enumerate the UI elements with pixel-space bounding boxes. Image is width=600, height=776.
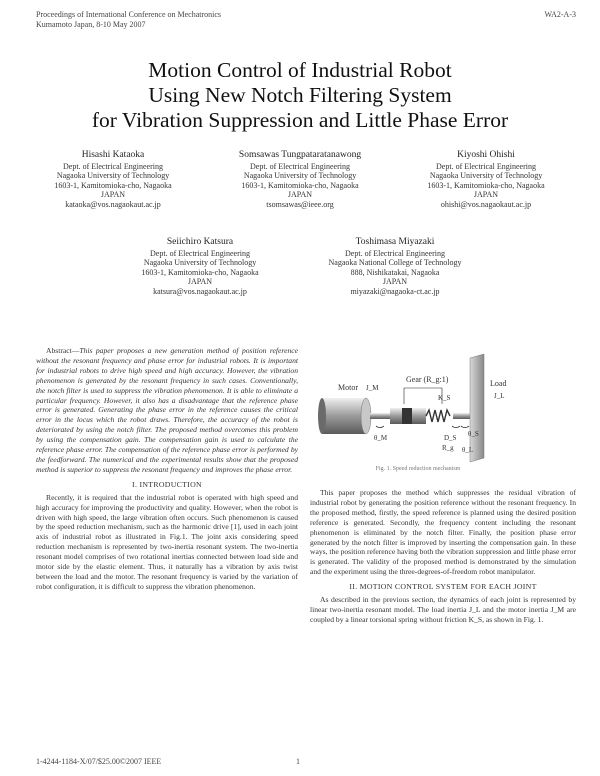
author-addr: 1603-1, Kamitomioka-cho, Nagaoka <box>141 267 259 277</box>
motor-body <box>322 398 366 434</box>
right-column <box>310 488 576 627</box>
spring-label: K_S <box>438 394 451 402</box>
section-2-heading: II. MOTION CONTROL SYSTEM FOR EACH JOINT <box>349 582 537 592</box>
author-email: miyazaki@nagaoka-ct.ac.jp <box>350 286 440 296</box>
author-email: tsomsawas@ieee.org <box>266 199 334 209</box>
author-inst: Nagaoka University of Technology <box>243 171 357 181</box>
load-inertia-label: J_L <box>494 392 505 400</box>
author-name: Hisashi Kataoka <box>81 150 145 160</box>
author-block-2 <box>214 151 386 210</box>
abstract <box>36 346 298 475</box>
author-country: JAPAN <box>382 277 408 287</box>
author-name: Somsawas Tungpataratanawong <box>238 150 362 160</box>
author-inst: Nagaoka University of Technology <box>143 258 257 268</box>
section-2-text: As described in the previous section, the dynamics of each joint is represented by linear two-inertia resonant model. The load inertia J_L and the motor inertia J_M are coupled by a linear torsional spring without friction K_S, as shown in Fig. 1. <box>310 595 576 624</box>
section-1-text: Recently, it is required that the industrial robot is operated with high speed and high accuracy for improving the productivity and quality. However, when the robot is driven with high speed, the large vibration often occurs. Such phenomenon is caused by the speed reduction mechanism, such as the harmonic drive [1], used in each joint axis of industrial robot as illustrated in Fig.1. The joint axis considering speed reduction mechanism is represented by two-inertia resonant system. The two-inertia resonant model comprises of two rotational inertias connected between load side and motor side by the elastic element. Thus, it naturally has a vibration by axis twist between the load and the motor. The resonant frequency is varied by the variation of robot configuration, it is difficult to suppress the vibration phenomenon. <box>36 492 298 591</box>
motor-label: Motor <box>338 383 358 392</box>
isbn-footer: 1-4244-1184-X/07/$25.00©2007 IEEE <box>36 757 162 766</box>
title-line-1: Motion Control of Industrial Robot <box>148 58 452 82</box>
author-inst: Nagaoka University of Technology <box>429 171 543 181</box>
author-country: JAPAN <box>473 190 499 200</box>
paper-id: WA2-A-3 <box>544 10 576 19</box>
author-block-1 <box>28 151 198 210</box>
author-country: JAPAN <box>287 190 313 200</box>
author-dept: Dept. of Electrical Engineering <box>250 161 350 171</box>
ratio-label: R_g <box>442 444 454 452</box>
author-email: katsura@vos.nagaokaut.ac.jp <box>153 286 247 296</box>
author-dept: Dept. of Electrical Engineering <box>436 161 536 171</box>
author-addr: 1603-1, Kamitomioka-cho, Nagaoka <box>241 180 359 190</box>
damping-label: D_S <box>444 434 457 442</box>
torsion-spring <box>426 410 450 422</box>
theta-s-label: θ_S <box>468 430 479 438</box>
author-inst: Nagaoka National College of Technology <box>328 258 462 268</box>
title-line-2: Using New Notch Filtering System <box>148 83 452 107</box>
author-email: kataoka@vos.nagaokaut.ac.jp <box>65 199 161 209</box>
author-country: JAPAN <box>187 277 213 287</box>
author-email: ohishi@vos.nagaokaut.ac.jp <box>440 199 532 209</box>
theta-m-label: θ_M <box>374 434 388 442</box>
title-line-3: for Vibration Suppression and Little Phase Error <box>91 108 509 132</box>
paper-title <box>0 58 600 133</box>
author-block-5 <box>300 238 490 297</box>
author-addr: 1603-1, Kamitomioka-cho, Nagaoka <box>427 180 545 190</box>
gear-label: Gear (R_g:1) <box>406 375 449 384</box>
motor-face <box>361 398 371 434</box>
abstract-text: This paper proposes a new generation method of position reference without the resonant frequency and phase error for industrial robots. It is important for industrial robots to drive high speed and high accuracy. However, the vibration phenomenon is generated by the resonant frequency in such cases. Conventionally, the notch filter is used to suppress the vibration phenomenon. It is able to eliminate a particular frequency. However, it also has a disadvantage that the reference phase error is generated. Generating the phase error in the reference causes the critical error in the locus which the robot draws. Therefore, the accuracy of the robot is deteriorated by using the notch filter. The proposed method overcomes this problem by using the compensation gain. The compensation gain is used to calculate the reference phase error. The compensation of the reference phase error is performed by the feedforward. The numerical and the experimental results show that the proposed method is superior to suppress the resonant frequency and improves the phase error. <box>36 346 298 474</box>
author-block-3 <box>400 151 572 210</box>
figure-caption: Fig. 1. Speed reduction mechanism <box>375 466 461 472</box>
speed-reduction-figure <box>318 346 518 464</box>
author-name: Toshimasa Miyazaki <box>355 237 435 247</box>
author-dept: Dept. of Electrical Engineering <box>345 248 445 258</box>
author-addr: 888, Nishikatakai, Nagaoka <box>350 267 440 277</box>
section-1-heading: I. INTRODUCTION <box>132 479 202 489</box>
load-label: Load <box>490 379 507 388</box>
abstract-lead: Abstract— <box>46 346 80 355</box>
author-dept: Dept. of Electrical Engineering <box>63 161 163 171</box>
author-addr: 1603-1, Kamitomioka-cho, Nagaoka <box>54 180 172 190</box>
conference-info <box>36 10 221 30</box>
left-column <box>36 346 298 594</box>
motor-inertia-label: J_M <box>366 384 379 392</box>
intro-continuation: This paper proposes the method which suppresses the residual vibration of industrial robot by generating the position reference without the resonant frequency. In the proposed method, firstly, the speed reference is planned using the desired position reference is generated. Secondly, the frequency content including the resonant phenomenon is eliminated by the notch filter. Finally, the position phase error generated by the notch filter is improved by inserting the compensation gain. In these ways, the position reference having both the vibration suppression and little phase error is generated. The validity of the proposed method is demonstrated by the simulation and the experiment using the three-degrees-of-freedom robot manipulator. <box>310 488 576 577</box>
author-country: JAPAN <box>100 190 126 200</box>
motor-shaft <box>370 413 390 419</box>
author-dept: Dept. of Electrical Engineering <box>150 248 250 258</box>
conference-line2: Kumamoto Japan, 8-10 May 2007 <box>36 20 146 29</box>
author-inst: Nagaoka University of Technology <box>56 171 170 181</box>
author-name: Seiichiro Katsura <box>166 237 234 247</box>
theta-l-label: θ_L <box>462 446 474 454</box>
author-block-4 <box>110 238 290 297</box>
page-number: 1 <box>296 757 300 766</box>
conference-line1: Proceedings of International Conference on Mechatronics <box>36 10 222 19</box>
author-name: Kiyoshi Ohishi <box>457 150 515 160</box>
